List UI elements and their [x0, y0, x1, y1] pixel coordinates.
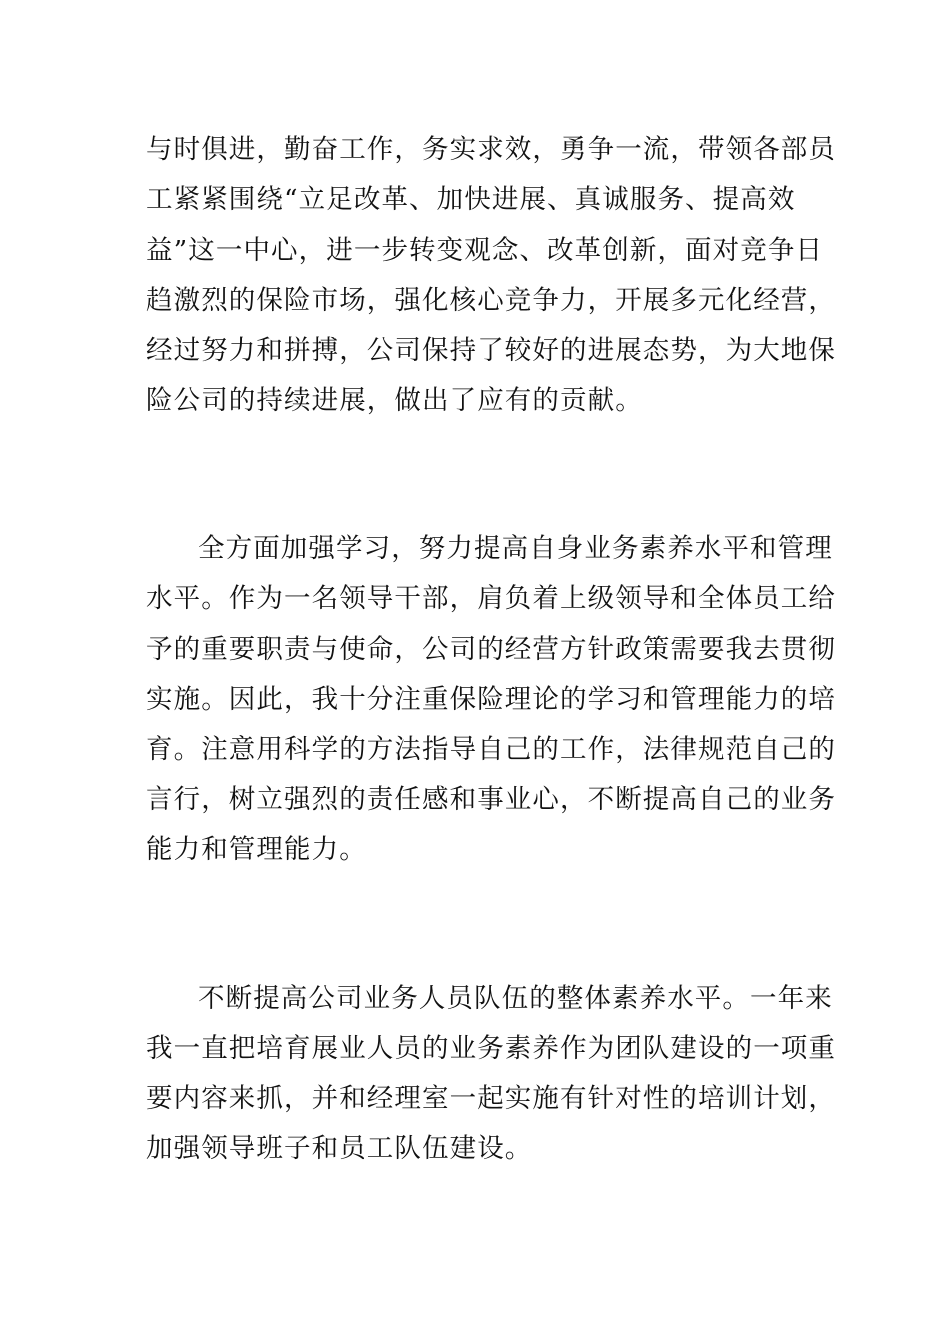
paragraph-2-line-7: 能力和管理能力。	[146, 834, 367, 865]
paragraph-1-line-6: 险公司的持续进展，做出了应有的贡献。	[146, 385, 643, 416]
paragraph-1-line-4: 趋激烈的保险市场，强化核心竞争力，开展多元化经营，	[146, 285, 836, 316]
paragraph-1-line-1: 与时俱进，勤奋工作，务实求效，勇争一流，带领各部员	[146, 134, 836, 165]
paragraph-1-line-2: 工紧紧围绕“立足改革、加快进展、真诚服务、提高效	[146, 184, 796, 215]
paragraph-1-line-3: 益”这一中心，进一步转变观念、改革创新，面对竞争日	[146, 235, 824, 266]
paragraph-3-line-4: 加强领导班子和员工队伍建设。	[146, 1133, 533, 1164]
paragraph-2-line-4: 实施。因此，我十分注重保险理论的学习和管理能力的培	[146, 684, 836, 715]
paragraph-1-line-5: 经过努力和拼搏，公司保持了较好的进展态势，为大地保	[146, 335, 836, 366]
paragraph-3-line-3: 要内容来抓，并和经理室一起实施有针对性的培训计划，	[146, 1083, 836, 1114]
paragraph-2-line-3: 予的重要职责与使命，公司的经营方针政策需要我去贯彻	[146, 634, 836, 665]
paragraph-2-line-1: 全方面加强学习，努力提高自身业务素养水平和管理	[198, 533, 833, 564]
paragraph-2-line-6: 言行，树立强烈的责任感和事业心，不断提高自己的业务	[146, 784, 836, 815]
paragraph-2-line-5: 育。注意用科学的方法指导自己的工作，法律规范自己的	[146, 734, 836, 765]
paragraph-2-line-2: 水平。作为一名领导干部，肩负着上级领导和全体员工给	[146, 583, 836, 614]
paragraph-3-line-1: 不断提高公司业务人员队伍的整体素养水平。一年来	[198, 983, 833, 1014]
paragraph-3-line-2: 我一直把培育展业人员的业务素养作为团队建设的一项重	[146, 1033, 836, 1064]
